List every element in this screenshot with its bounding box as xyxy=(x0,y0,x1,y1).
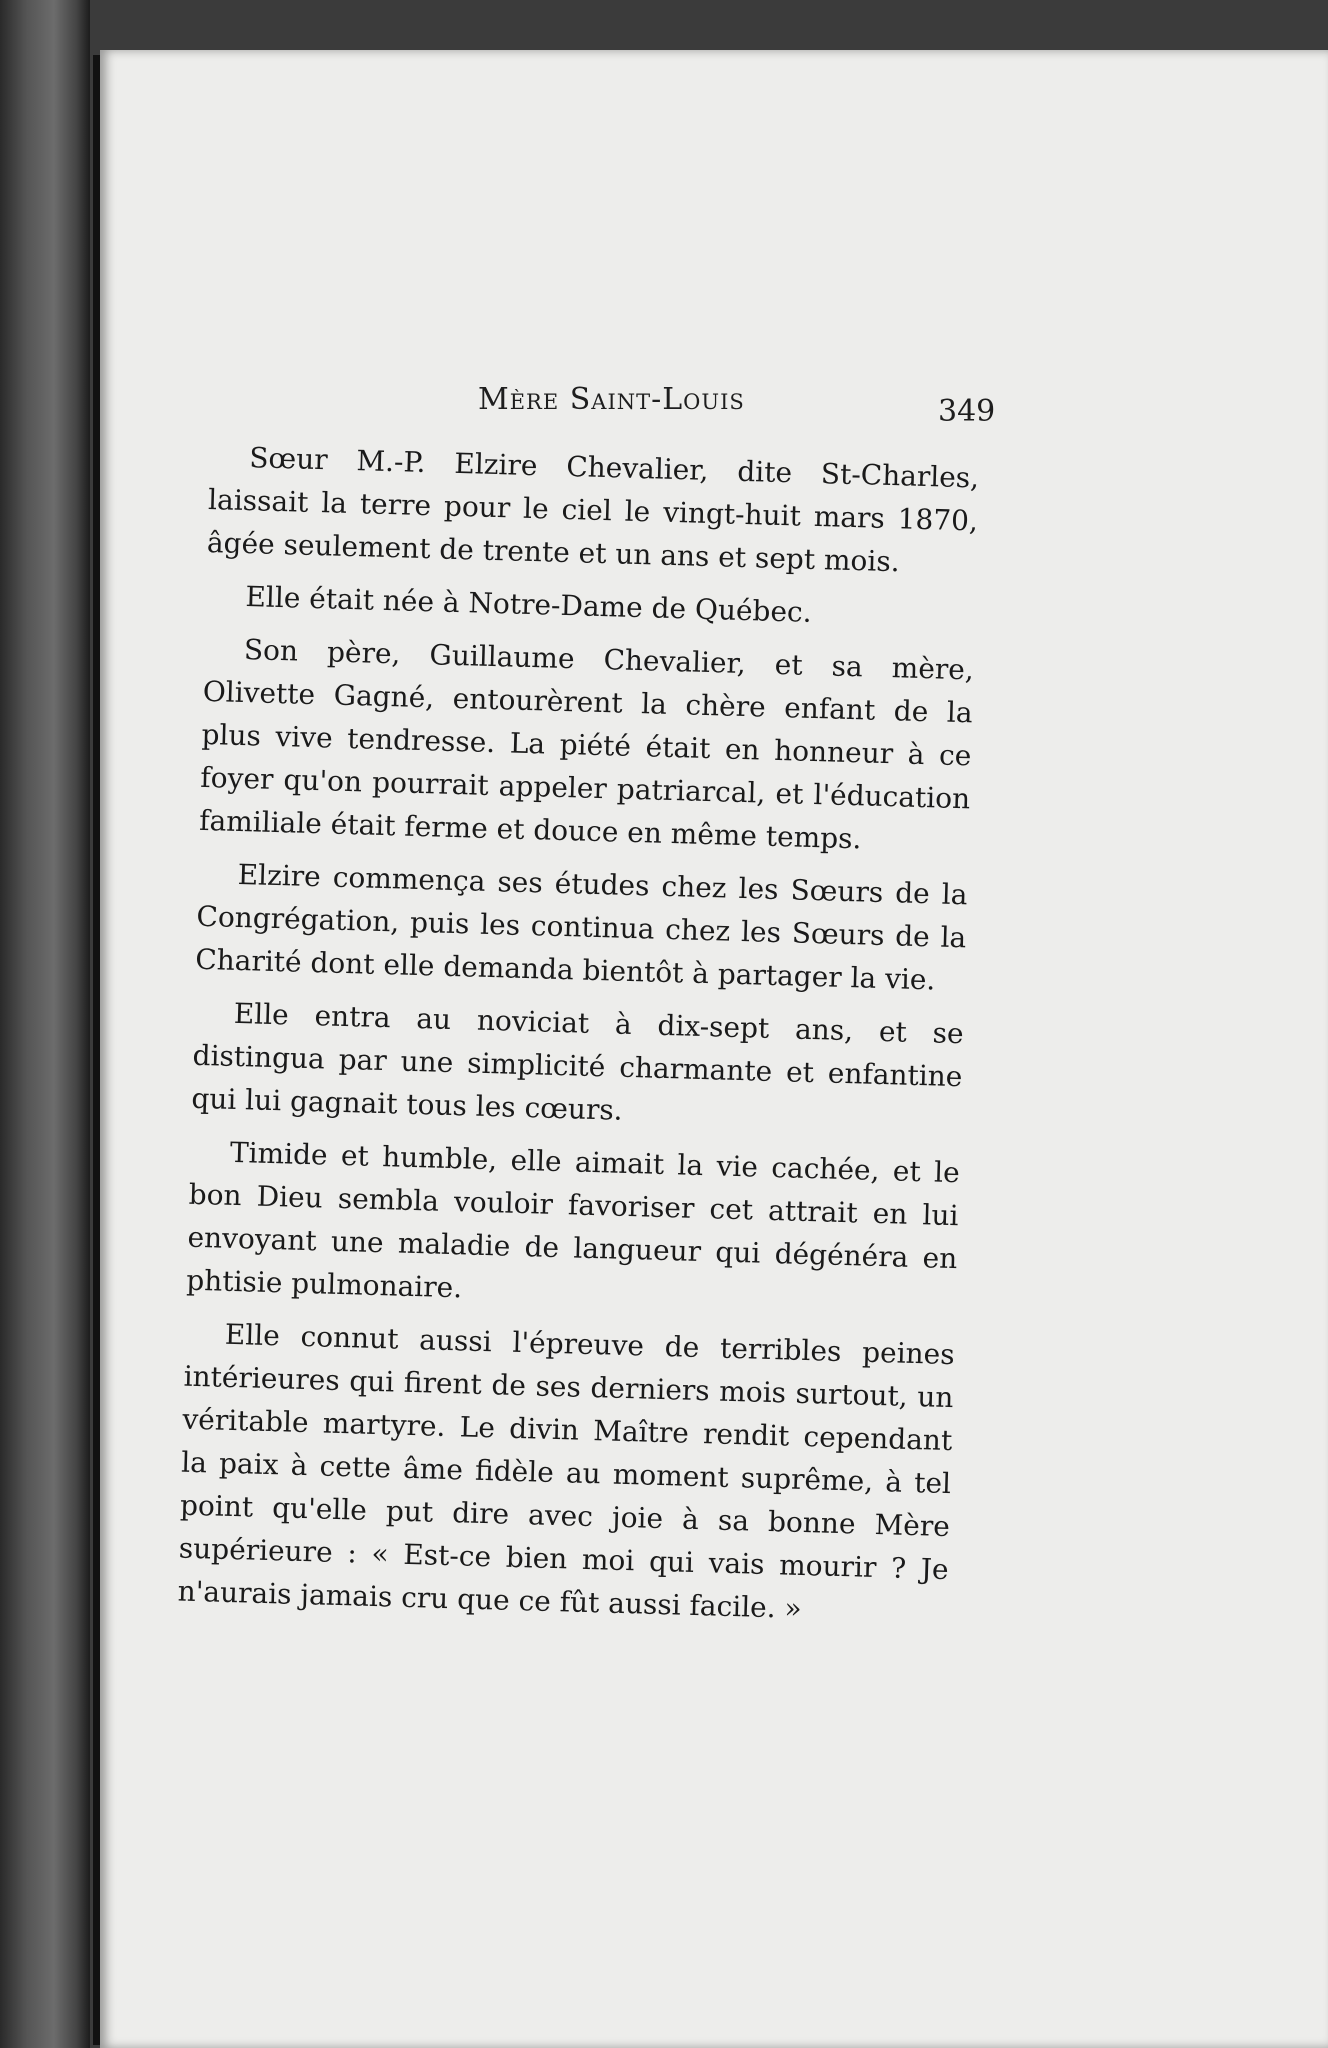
page-sheet xyxy=(100,50,1328,2048)
body-text xyxy=(177,435,980,1644)
paragraph: Elzire commença ses études chez les Sœurs de la Congrégation, puis les continua chez les Sœurs de la Charité dont elle demanda bientôt à partager la vie. xyxy=(194,857,968,997)
book-edge xyxy=(0,0,90,2048)
page-number: 349 xyxy=(938,394,996,429)
paragraph: Elle était née à Notre-Dame de Québec. xyxy=(245,580,813,629)
paragraph: Elle connut aussi l'épreuve de terribles peines intérieures qui firent de ses derniers mois surtout, un véritable martyre. Le divin Maître rendit cependant la paix à cette âme fidèle au moment suprême, à tel point qu'elle put dire avec joie à sa bonne Mère supérieure : « Est-ce bien moi qui vais mourir ? Je n'aurais jamais cru que ce fût aussi facile. » xyxy=(177,1317,956,1625)
running-title: Mère Saint-Louis xyxy=(478,382,745,417)
paragraph: Timide et humble, elle aimait la vie cachée, et le bon Dieu sembla vouloir favoriser cet attrait en lui envoyant une maladie de langueur qui dégénéra en phtisie pulmonaire. xyxy=(185,1135,961,1305)
paragraph: Son père, Guillaume Chevalier, et sa mère, Olivette Gagné, entourèrent la chère enfant de la plus vive tendresse. La piété était en honneur à ce foyer qu'on pourrait appeler patriarcal, et l'éducation familiale était ferme et douce en même temps. xyxy=(198,633,975,856)
paragraph: Elle entra au noviciat à dix-sept ans, et se distingua par une simplicité charmante et enfantine qui lui gagnait tous les cœurs. xyxy=(191,996,965,1127)
paragraph: Sœur M.-P. Elzire Chevalier, dite St-Charles, laissait la terre pour le ciel le vingt-huit mars 1870, âgée seulement de trente et un ans et sept mois. xyxy=(206,441,980,579)
